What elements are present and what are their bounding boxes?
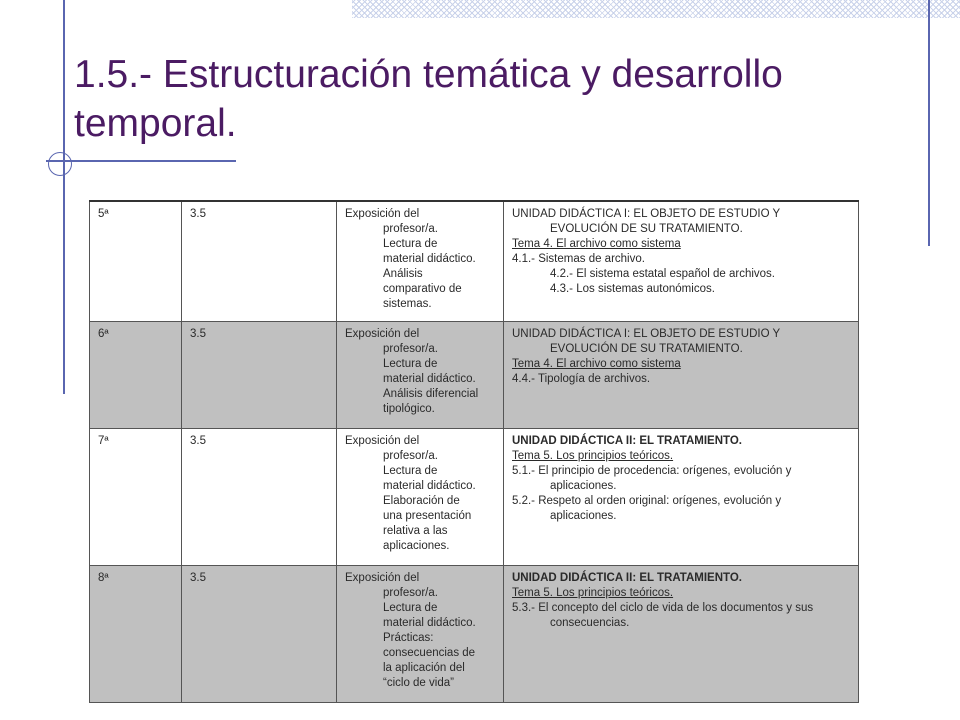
unit-heading: UNIDAD DIDÁCTICA II: EL TRATAMIENTO. [512, 571, 742, 584]
activity-line: Lectura de [383, 357, 438, 370]
activity-line: material didáctico. [383, 479, 476, 492]
activity-line: material didáctico. [383, 616, 476, 629]
decorative-circle-icon [48, 152, 72, 176]
activities-cell [337, 201, 504, 321]
activity-line: “ciclo de vida” [383, 676, 454, 689]
table-row [90, 428, 859, 565]
activities-cell [337, 428, 504, 565]
activity-line: Análisis diferencial [383, 387, 479, 400]
activity-line: Exposición del [345, 208, 420, 220]
unit-heading: UNIDAD DIDÁCTICA I: EL OBJETO DE ESTUDIO Y [512, 327, 781, 340]
activity-line: la aplicación del [383, 661, 465, 674]
week-cell: 7ª [90, 428, 182, 565]
activity-line: tipológico. [383, 402, 435, 415]
content-item: consecuencias. [550, 616, 630, 629]
activity-line: profesor/a. [383, 449, 438, 462]
activity-line: sistemas. [383, 298, 432, 310]
activity-line: Lectura de [383, 464, 438, 477]
content-item: aplicaciones. [550, 479, 617, 492]
content-item: 5.3.- El concepto del ciclo de vida de los documentos y sus [512, 601, 814, 614]
tema-heading: Tema 4. El archivo como sistema [512, 238, 681, 250]
table-row [90, 201, 859, 321]
slide-title: 1.5.- Estructuración temática y desarrollo temporal. [74, 53, 783, 145]
unit-heading: UNIDAD DIDÁCTICA I: EL OBJETO DE ESTUDIO Y [512, 208, 781, 220]
unit-heading: EVOLUCIÓN DE SU TRATAMIENTO. [550, 342, 743, 355]
tema-heading: Tema 5. Los principios teóricos. [512, 449, 674, 462]
tema-heading: Tema 5. Los principios teóricos. [512, 586, 674, 599]
content-item: 5.1.- El principio de procedencia: orígenes, evolución y [512, 464, 792, 477]
week-cell: 6ª [90, 321, 182, 428]
activity-line: relativa a las [383, 524, 448, 537]
activity-line: Lectura de [383, 601, 438, 614]
hours-cell: 3.5 [182, 428, 337, 565]
schedule-table [89, 200, 859, 703]
activity-line: Lectura de [383, 238, 438, 250]
table-row [90, 321, 859, 428]
contents-cell [504, 428, 859, 565]
activity-line: Exposición del [345, 434, 420, 447]
activity-line: Análisis [383, 268, 423, 280]
table-row [90, 565, 859, 702]
content-item: 5.2.- Respeto al orden original: orígenes, evolución y [512, 494, 782, 507]
activity-line: Prácticas: [383, 631, 434, 644]
activity-line: material didáctico. [383, 372, 476, 385]
activity-line: profesor/a. [383, 223, 438, 235]
hours-cell: 3.5 [182, 201, 337, 321]
activity-line: profesor/a. [383, 586, 438, 599]
content-item: 4.1.- Sistemas de archivo. [512, 253, 645, 265]
activities-cell [337, 321, 504, 428]
contents-cell [504, 565, 859, 702]
content-item: 4.2.- El sistema estatal español de archivos. [550, 268, 776, 280]
contents-cell [504, 321, 859, 428]
activity-line: comparativo de [383, 283, 462, 295]
unit-heading: EVOLUCIÓN DE SU TRATAMIENTO. [550, 223, 743, 235]
content-item: 4.3.- Los sistemas autonómicos. [550, 283, 715, 295]
decorative-line-horizontal [46, 160, 236, 162]
activity-line: material didáctico. [383, 253, 476, 265]
contents-cell [504, 201, 859, 321]
hours-cell: 3.5 [182, 321, 337, 428]
decorative-line-left [63, 0, 65, 394]
decorative-hatch [352, 0, 960, 18]
tema-heading: Tema 4. El archivo como sistema [512, 357, 681, 370]
week-cell: 5ª [90, 201, 182, 321]
activity-line: aplicaciones. [383, 539, 450, 552]
hours-cell: 3.5 [182, 565, 337, 702]
activity-line: Elaboración de [383, 494, 460, 507]
activity-line: consecuencias de [383, 646, 476, 659]
content-item: 4.4.- Tipología de archivos. [512, 372, 651, 385]
week-cell: 8ª [90, 565, 182, 702]
activity-line: una presentación [383, 509, 472, 522]
unit-heading: UNIDAD DIDÁCTICA II: EL TRATAMIENTO. [512, 434, 742, 447]
activity-line: Exposición del [345, 327, 420, 340]
activity-line: profesor/a. [383, 342, 438, 355]
activity-line: Exposición del [345, 571, 420, 584]
content-item: aplicaciones. [550, 509, 617, 522]
decorative-line-right [928, 0, 930, 246]
activities-cell [337, 565, 504, 702]
